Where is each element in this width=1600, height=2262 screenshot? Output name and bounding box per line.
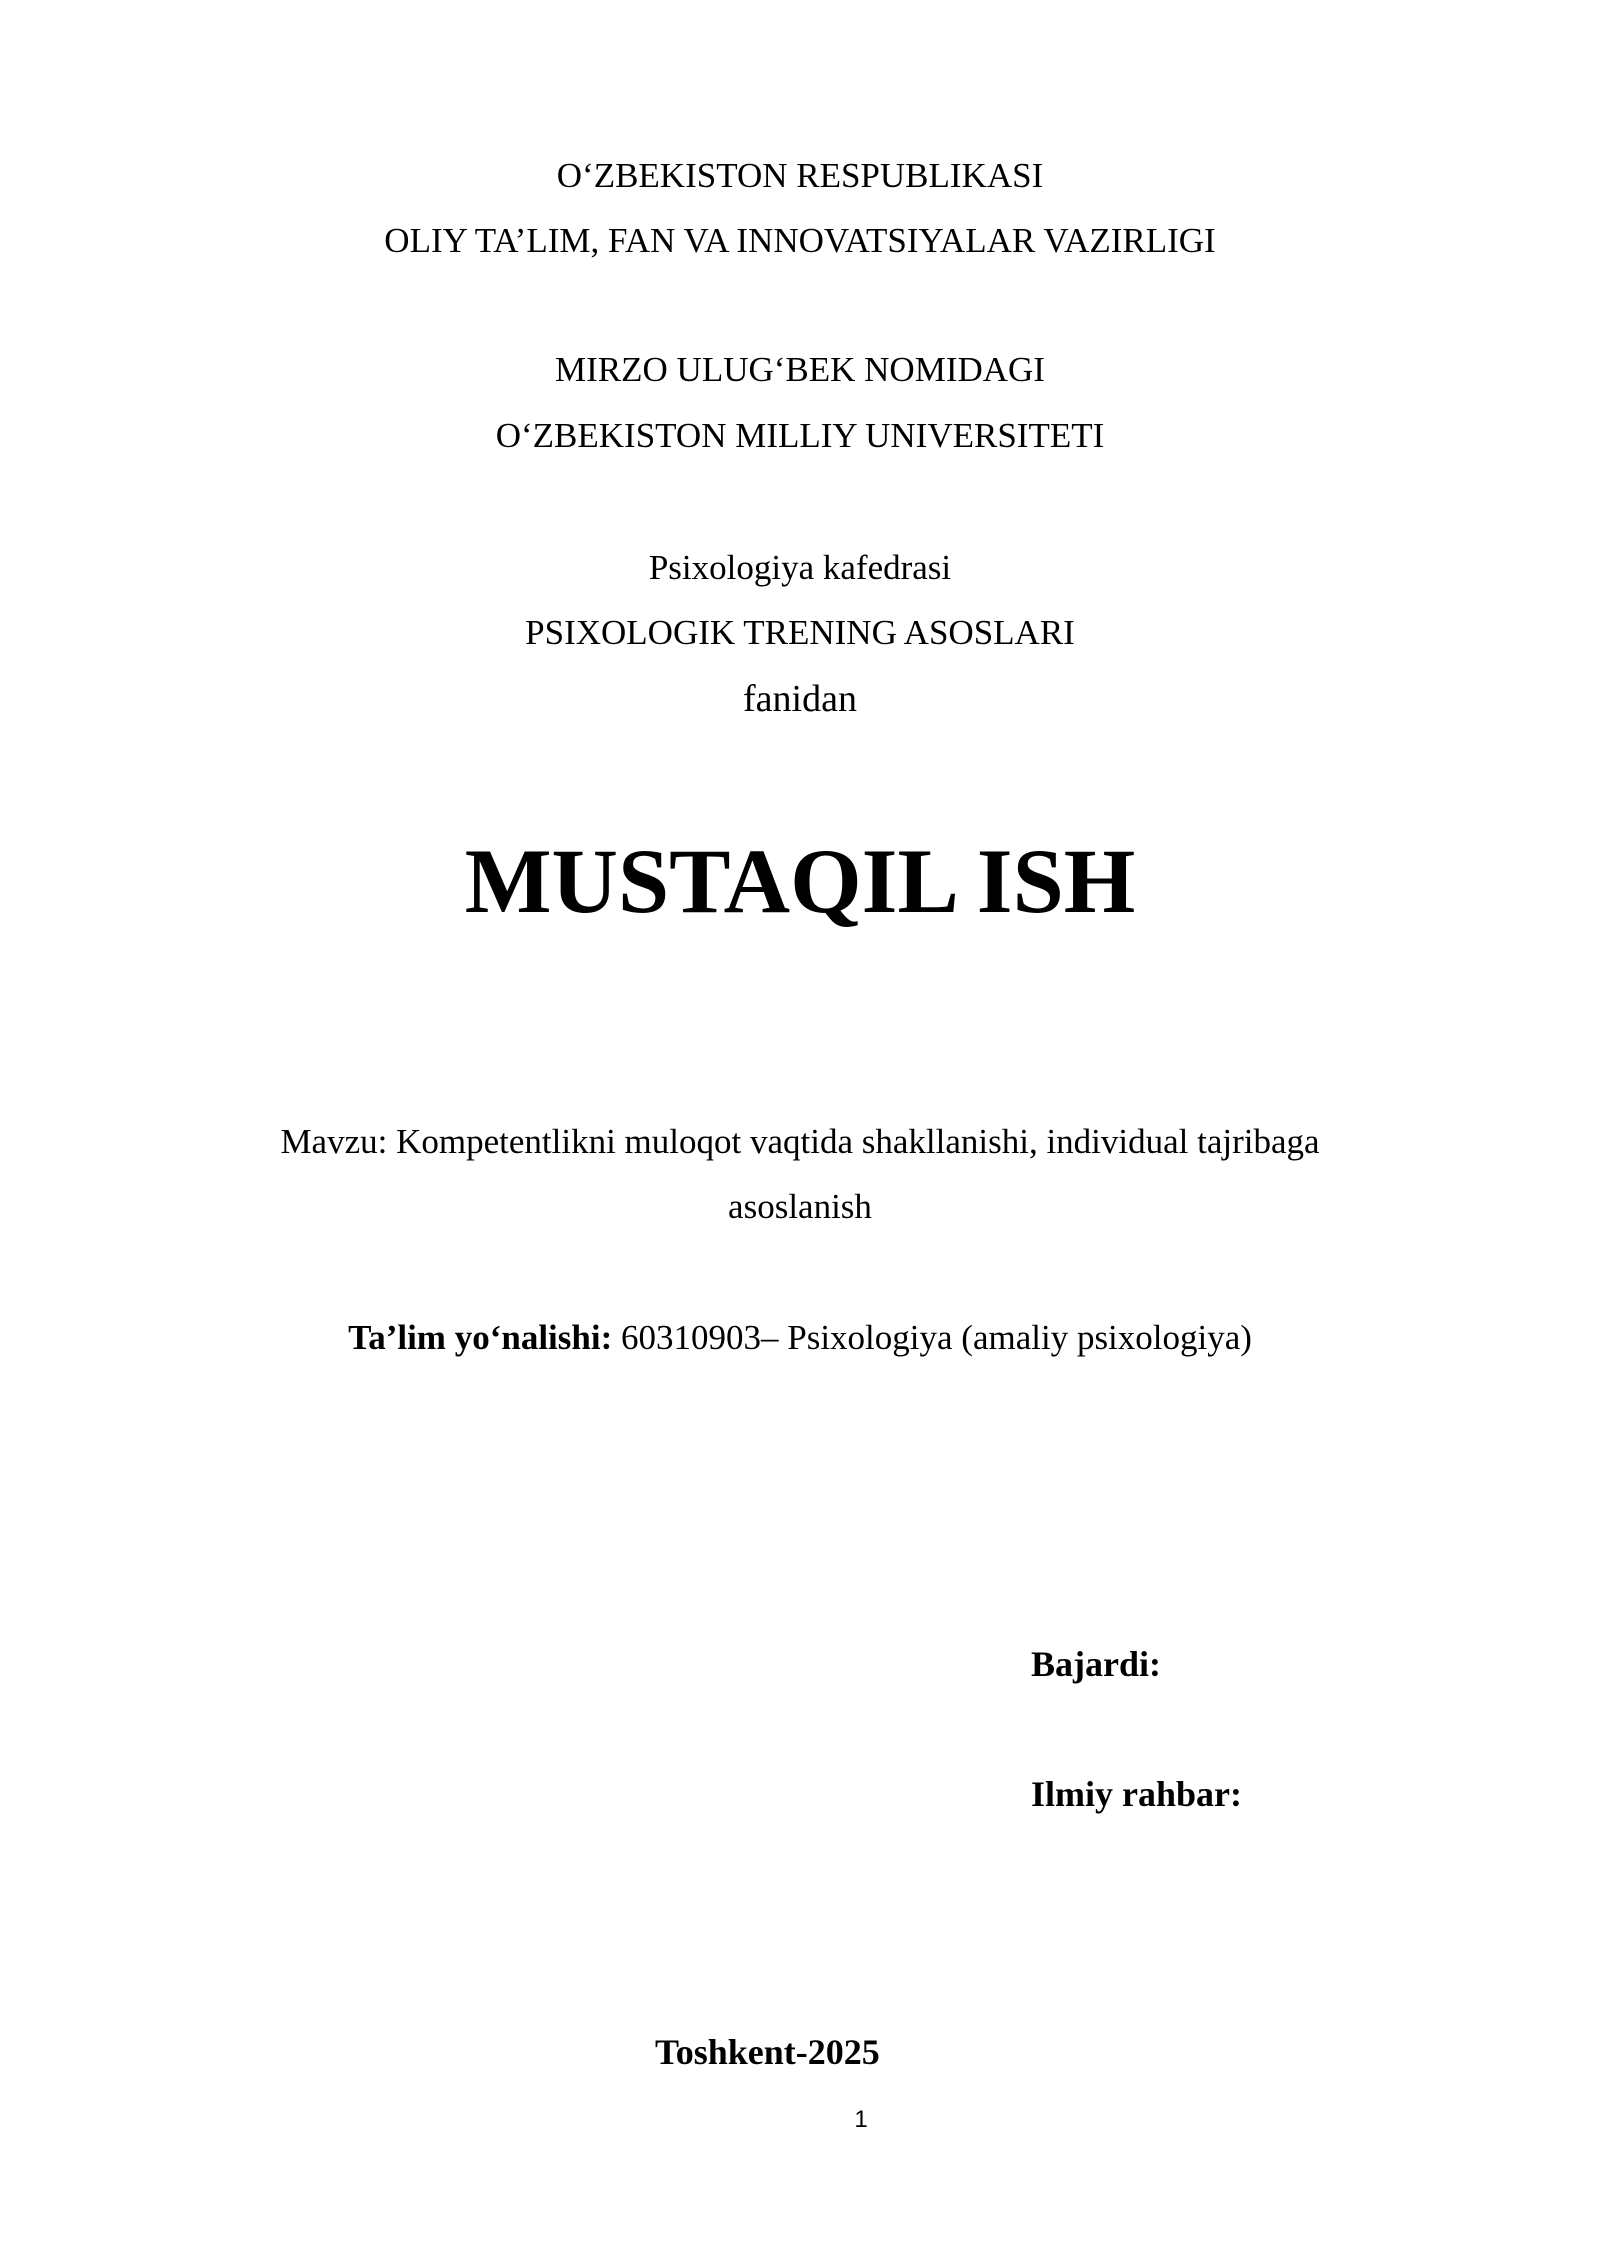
document-title: MUSTAQIL ISH: [464, 830, 1136, 932]
page-number: 1: [854, 2106, 868, 2133]
university-heading-line1: MIRZO ULUG‘BEK NOMIDAGI: [555, 350, 1045, 389]
subject-name: PSIXOLOGIK TRENING ASOSLARI: [525, 613, 1075, 652]
study-direction-value: 60310903– Psixologiya (amaliy psixologiya): [612, 1318, 1252, 1357]
ministry-heading: OLIY TA’LIM, FAN VA INNOVATSIYALAR VAZIRLIGI: [384, 221, 1216, 260]
performed-by-label: Bajardi:: [1031, 1644, 1161, 1684]
study-direction: [0, 1320, 1600, 1355]
supervisor-label: Ilmiy rahbar:: [1031, 1774, 1242, 1814]
republic-heading: O‘ZBEKISTON RESPUBLIKASI: [556, 156, 1044, 195]
city-year: Toshkent-2025: [655, 2032, 880, 2072]
subject-suffix: fanidan: [743, 678, 857, 720]
topic-line1: Mavzu: Kompetentlikni muloqot vaqtida shakllanishi, individual tajribaga: [280, 1122, 1320, 1161]
department-name: Psixologiya kafedrasi: [648, 548, 952, 587]
study-direction-label: Ta’lim yo‘nalishi:: [348, 1318, 613, 1357]
university-heading-line2: O‘ZBEKISTON MILLIY UNIVERSITETI: [495, 416, 1105, 455]
topic-line2: asoslanish: [728, 1187, 872, 1226]
